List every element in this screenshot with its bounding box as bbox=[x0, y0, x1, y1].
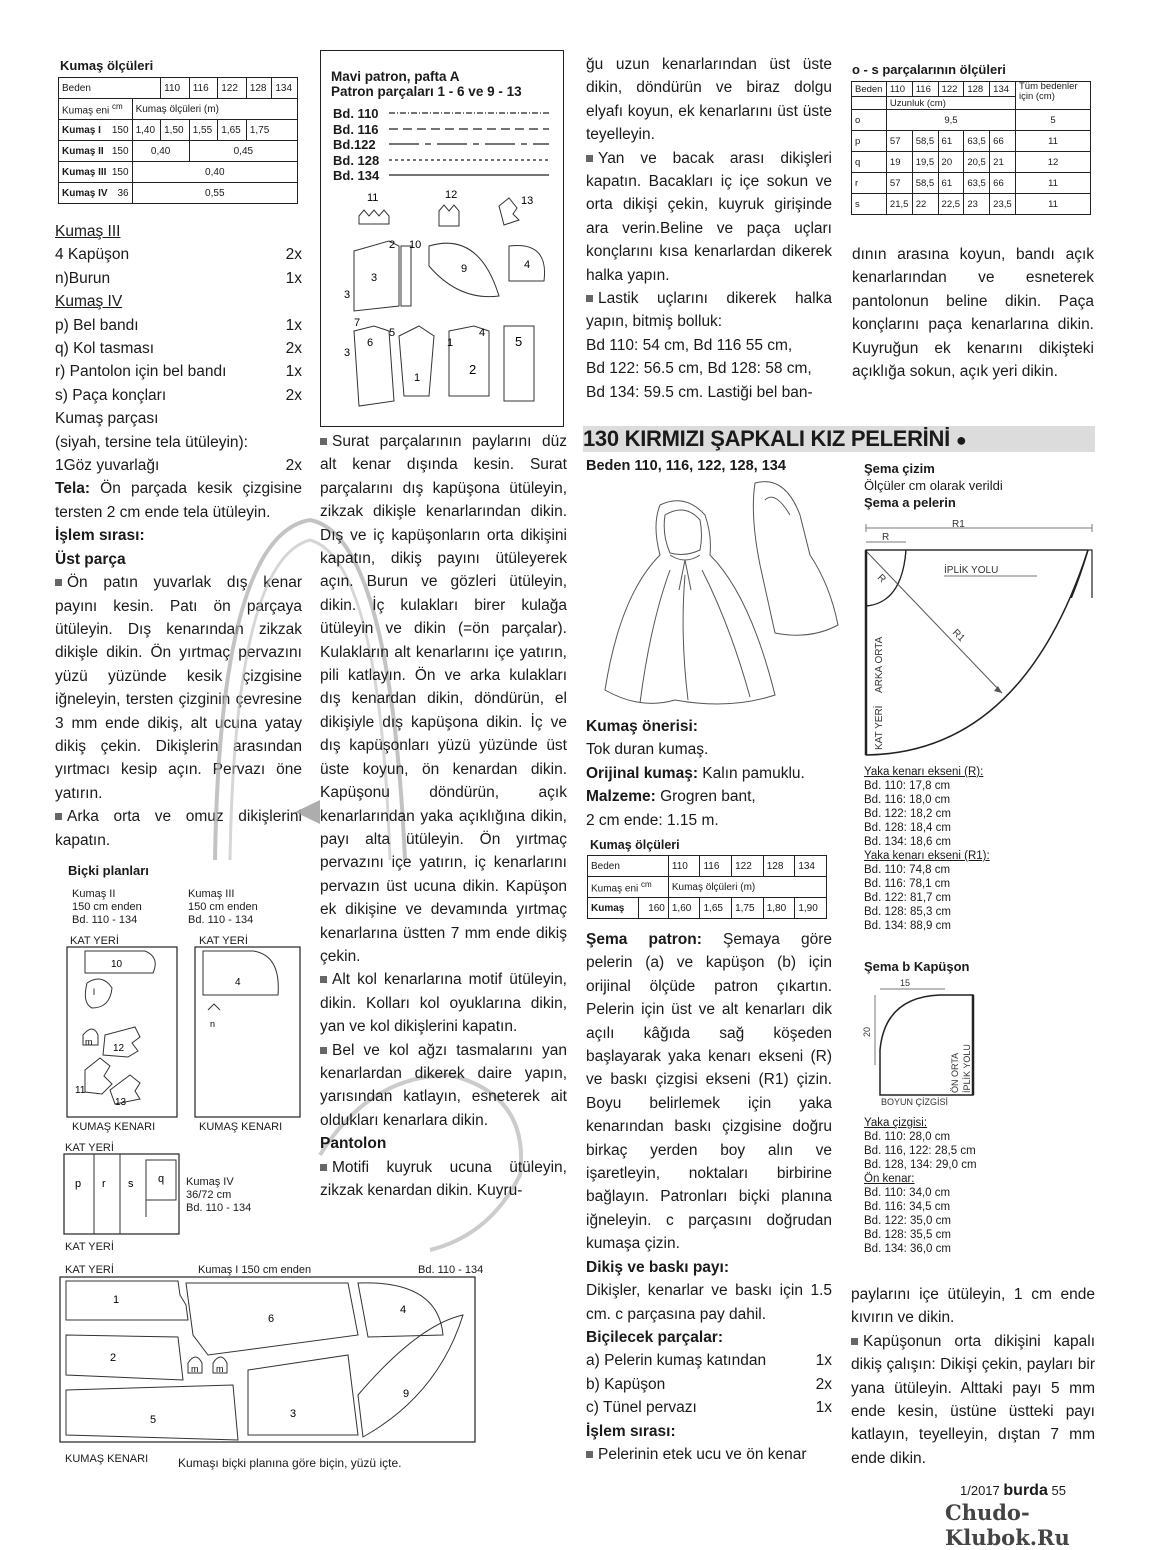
piece-label: 4 bbox=[400, 1304, 407, 1316]
kat-yeri-label: KAT YERİ bbox=[199, 935, 248, 947]
list-item: Kumaş parçası bbox=[55, 410, 159, 428]
table-cell: 0,45 bbox=[189, 141, 297, 162]
table-cell: 110 bbox=[161, 78, 190, 99]
right-paragraph-2: Yan ve bacak arası dikişleri kapatın. Bacakları iç içe sokun ve orta dikişi çekin, kuyruk girişinde ara verin.Beline ve paça uçları konçlarını kısa kenarlardan dikerek halka yapın. bbox=[586, 149, 832, 284]
kumas-kenari-label: KUMAŞ KENARI bbox=[199, 1121, 283, 1133]
brand-name: burda bbox=[1003, 1482, 1048, 1499]
table-cell: 57 bbox=[886, 173, 912, 194]
malzeme: Malzeme: Grogren bant, bbox=[586, 788, 756, 806]
table-cell: 128 bbox=[964, 82, 990, 97]
piece-label: s bbox=[128, 1178, 134, 1190]
table-cell: 21,5 bbox=[886, 194, 912, 215]
fabric-table-1 bbox=[58, 77, 298, 204]
table-cell: Kumaş eni $^{cm}$ bbox=[59, 99, 133, 120]
cape-text-bottom bbox=[586, 928, 832, 1466]
kat-yeri-label: KAT YERİ bbox=[65, 1142, 114, 1154]
piece-label: 7 bbox=[354, 317, 361, 329]
table-cell: 20 bbox=[938, 152, 964, 173]
table-cell: 63,5 bbox=[964, 131, 990, 152]
table-cell: 128 bbox=[246, 78, 272, 99]
schema-b-title: Şema b Kapüşon bbox=[864, 959, 970, 974]
table-cell: Kumaş III 150 bbox=[59, 162, 133, 183]
piece-label: m bbox=[85, 1037, 93, 1047]
table-cell: Kumaş I 150 bbox=[59, 120, 133, 141]
right-paragraph-3: Lastik uçlarını dikerek halka yapın, bitmiş bolluk: bbox=[586, 290, 832, 331]
h-label: 20 bbox=[862, 1026, 872, 1037]
section-heading: 130 KIRMIZI ŞAPKALI KIZ PELERİNİ ● bbox=[583, 426, 1095, 452]
table-cell: 66 bbox=[990, 131, 1016, 152]
table-cell: 1,65 bbox=[700, 898, 732, 919]
table-cell: 0,40 bbox=[132, 141, 189, 162]
table-cell: 1,75 bbox=[732, 898, 764, 919]
islem-title: İşlem sırası: bbox=[55, 527, 145, 545]
table-cell: 61 bbox=[938, 173, 964, 194]
table-cell: 58,5 bbox=[912, 173, 938, 194]
table-cell: 116 bbox=[912, 82, 938, 97]
list-item: (siyah, tersine tela ütüleyin): bbox=[55, 433, 248, 451]
islem-label: İşlem sırası: bbox=[586, 1422, 676, 1440]
table-cell: 134 bbox=[990, 82, 1016, 97]
table-cell: 0,40 bbox=[132, 162, 297, 183]
table-cell: q bbox=[852, 152, 887, 173]
cape-text-top bbox=[586, 715, 832, 832]
table-cell: 66 bbox=[990, 173, 1016, 194]
list-item: q) Kol tasması 2x bbox=[55, 340, 302, 358]
piece-label: 9 bbox=[461, 263, 468, 275]
table-cell: Uzunluk (cm) bbox=[886, 97, 1015, 110]
yaka-cizgisi-block: Yaka çizgisi: Bd. 110: 28,0 cm Bd. 116, 122: 28,5 cm Bd. 128, 134: 29,0 cm Ön kenar: Bd. 110: 34,0 cm Bd. 116: 34,5 cm Bd. 122: 35,0 cm Bd. 128: 35,5 cm Bd. 134: 36,0 cm bbox=[864, 1117, 977, 1255]
pattern-pieces-drawing bbox=[329, 186, 557, 422]
section-sizes: Beden 110, 116, 122, 128, 134 bbox=[586, 458, 786, 474]
cutting-plan-1 bbox=[58, 1275, 478, 1445]
table-cell: 160 bbox=[638, 898, 668, 919]
piece-label: p bbox=[75, 1178, 82, 1190]
table-cell: 23 bbox=[964, 194, 990, 215]
piece-label: 6 bbox=[268, 1313, 275, 1325]
r-top-label: R bbox=[882, 532, 890, 543]
table-cell: 19,5 bbox=[912, 152, 938, 173]
table-cell: 122 bbox=[218, 78, 247, 99]
piece-label: 1 bbox=[414, 372, 421, 384]
kumas-kenari-label: KUMAŞ KENARI bbox=[65, 1453, 149, 1465]
table-cell: 21 bbox=[990, 152, 1016, 173]
table-cell: 11 bbox=[1016, 194, 1091, 215]
piece-label: 2 bbox=[110, 1352, 117, 1364]
cape-fabric-table bbox=[587, 855, 827, 919]
page-footer: 1/2017 burda 55 bbox=[960, 1482, 1066, 1499]
table-cell: Kumaş ölçüleri (m) bbox=[668, 877, 826, 898]
table-cell: 110 bbox=[886, 82, 912, 97]
kumas-onerisi-label: Kumaş önerisi: bbox=[586, 718, 698, 735]
table-cell: p bbox=[852, 131, 887, 152]
piece-label: 13 bbox=[521, 195, 534, 207]
table-cell: 12 bbox=[1016, 152, 1091, 173]
on-orta-label: ÖN ORTA bbox=[950, 1052, 960, 1093]
piece-label: 12 bbox=[445, 189, 458, 201]
sema-patron-paragraph: Şema patron: Şemaya göre pelerin (a) ve kapüşon (b) için orijinal ölçüde patron çıkartın. Pelerin için üst ve alt kenarları dik açılı kâğıda sağ köşeden başlayarak yaka kenarı ekseni (R) ve baskı çizgisi ekseni (R1) çizin. Boyu belirlemek için yaka kenarından baskı çizgisine doğru birkaç yerden boy alın ve işaretleyin, noktaları birbirine bağlayın. Patronları biçki planına iğneleyin. c parçasını doğrudan kumaşa çizin. bbox=[586, 931, 832, 1253]
table-cell: 57 bbox=[886, 131, 912, 152]
table-cell: 11 bbox=[1016, 173, 1091, 194]
cutting-note: Kumaşı biçki planına göre biçin, yüzü içte. bbox=[178, 1456, 402, 1470]
pattern-box-title: Mavi patron, pafta A Patron parçaları 1 - 6 ve 9 - 13 bbox=[331, 69, 522, 99]
table-cell: Tüm bedenler için (cm) bbox=[1016, 82, 1091, 110]
left-paragraph-2: Arka orta ve omuz dikişlerini kapatın. bbox=[55, 808, 302, 849]
bicilecek-label: Biçilecek parçalar: bbox=[586, 1328, 724, 1346]
table-cell: 22,5 bbox=[938, 194, 964, 215]
tela-paragraph: Tela: Ön parçada kesik çizgisine tersten 2 cm ende tela ütüleyin. bbox=[55, 480, 302, 521]
table-cell: 1,50 bbox=[161, 120, 190, 141]
list-item: 4 Kapüşon 2x bbox=[55, 246, 302, 264]
table-cell: 1,90 bbox=[795, 898, 827, 919]
table-cell: 122 bbox=[938, 82, 964, 97]
piece-label: 3 bbox=[344, 347, 351, 359]
kat-yeri-label: KAT YERİ bbox=[65, 1264, 114, 1276]
yaka-r-block: Yaka kenarı ekseni (R): Bd. 110: 17,8 cm Bd. 116: 18,0 cm Bd. 122: 18,2 cm Bd. 128: 18,4 cm Bd. 134: 18,6 cm Yaka kenarı ekseni (R1): Bd. 110: 74,8 cm Bd. 116: 78,1 cm Bd. 122: 81,7 cm Bd. 128: 85,3 cm Bd. 134: 88,9 cm bbox=[864, 766, 990, 932]
bottom-right-paragraph-2: Kapüşonun orta dikişini kapalı dikiş çalışın: Dikişi çekin, payları bir yana ütüleyin. Alttaki payı 5 mm ende kesin, üstüne üstteki payı katlayın, teyelleyin, dıştan 7 mm ende dikin. bbox=[851, 1332, 1095, 1467]
piece-label: 5 bbox=[389, 327, 396, 339]
piece-label: 12 bbox=[113, 1043, 125, 1054]
table-cell: 128 bbox=[763, 856, 795, 877]
malzeme-2: 2 cm ende: 1.15 m. bbox=[586, 811, 719, 829]
kat-yeri-label: KAT YERİ bbox=[65, 1241, 114, 1253]
cape-table-title: Kumaş ölçüleri bbox=[590, 838, 680, 852]
plan3-caption: Kumaş III 150 cm enden Bd. 110 - 134 bbox=[188, 888, 258, 926]
table-cell: 1,80 bbox=[763, 898, 795, 919]
piece-label: 4 bbox=[479, 327, 486, 339]
piece-label: 3 bbox=[290, 1408, 297, 1420]
plan2-caption: Kumaş II 150 cm enden Bd. 110 - 134 bbox=[72, 888, 142, 926]
schema-header: Şema çizim Ölçüler cm olarak verildi Şema a pelerin bbox=[864, 461, 1003, 510]
table-cell: s bbox=[852, 194, 887, 215]
piece-label: m bbox=[191, 1364, 199, 1374]
size-line-legend bbox=[389, 107, 559, 187]
piece-label: 3 bbox=[344, 289, 351, 301]
os-table-title: o - s parçalarının ölçüleri bbox=[852, 62, 1006, 77]
orijinal-kumas: Orijinal kumaş: Kalın pamuklu. bbox=[586, 764, 805, 782]
table-cell: 9,5 bbox=[886, 110, 1015, 131]
table-cell: 1,65 bbox=[218, 120, 247, 141]
list-item: Kumaş III bbox=[55, 223, 121, 240]
table-cell: 134 bbox=[795, 856, 827, 877]
middle-paragraph-3: Bel ve kol ağzı tasmalarını yan kenarlardan dikerek daire yapın, yarısından katlayın, esneterek ait oldukları kenarlara dikin. bbox=[320, 1041, 567, 1129]
table-cell: 11 bbox=[1016, 131, 1091, 152]
table-cell: 134 bbox=[272, 78, 298, 99]
piece-label: 1 bbox=[447, 337, 454, 349]
cutting-plans-title: Biçki planları bbox=[68, 863, 149, 878]
size-legend: Bd. 110 Bd. 116 Bd.122 Bd. 128 Bd. 134 bbox=[333, 106, 380, 183]
piece-label: 5 bbox=[150, 1414, 157, 1426]
piece-label: 5 bbox=[515, 334, 523, 349]
boyun-label: BOYUN ÇİZGİSİ bbox=[881, 1097, 949, 1107]
piece-label: 10 bbox=[409, 239, 422, 251]
table-cell: Kumaş ölçüleri (m) bbox=[132, 99, 297, 120]
fabric-table-1-title: Kumaş ölçüleri bbox=[60, 58, 154, 73]
table-cell: 22 bbox=[912, 194, 938, 215]
table-cell: 20,5 bbox=[964, 152, 990, 173]
table-cell: 1,55 bbox=[189, 120, 218, 141]
iplik-yolu-label: İPLİK YOLU bbox=[962, 1044, 972, 1093]
piece-label: 10 bbox=[111, 959, 123, 970]
os-table bbox=[851, 81, 1091, 215]
page-number: 55 bbox=[1051, 1483, 1066, 1498]
bottom-right-paragraph-1: paylarını içe ütüleyin, 1 cm ende kıvırın ve dikin. bbox=[851, 1286, 1095, 1327]
table-cell: o bbox=[852, 110, 887, 131]
middle-column-text bbox=[320, 430, 567, 1202]
cutting-plan-4 bbox=[62, 1152, 182, 1237]
piece-label: 11 bbox=[367, 192, 379, 204]
kumas-onerisi: Tok duran kumaş. bbox=[586, 741, 709, 759]
kat-yeri-label: KAT YERİ bbox=[874, 705, 885, 750]
table-cell: Kumaş bbox=[588, 898, 639, 919]
r-diag-label: R bbox=[874, 572, 888, 586]
kat-yeri-label: KAT YERİ bbox=[70, 935, 119, 947]
table-cell: Beden bbox=[852, 82, 887, 97]
table-cell: 122 bbox=[732, 856, 764, 877]
arka-orta-label: ARKA ORTA bbox=[874, 636, 885, 693]
piece-label: 2 bbox=[389, 239, 396, 251]
pantolon-title: Pantolon bbox=[320, 1135, 387, 1153]
piece-label: 11 bbox=[75, 1085, 86, 1096]
piece-label: l bbox=[93, 987, 95, 997]
cape-illustration bbox=[600, 475, 850, 715]
cutting-plan-2 bbox=[65, 945, 180, 1120]
list-item: s) Paça konçları 2x bbox=[55, 386, 302, 404]
plan1-size: Bd. 110 - 134 bbox=[418, 1264, 484, 1276]
ust-parca-title: Üst parça bbox=[55, 550, 126, 568]
list-item: c) Tünel pervazı 1x bbox=[586, 1399, 832, 1417]
plan4-caption: Kumaş IV 36/72 cm Bd. 110 - 134 bbox=[186, 1176, 252, 1214]
table-cell: 110 bbox=[668, 856, 700, 877]
table-cell: 1,40 bbox=[132, 120, 161, 141]
schema-b-drawing bbox=[855, 975, 985, 1110]
piece-label: m bbox=[216, 1364, 224, 1374]
piece-label: 1 bbox=[113, 1294, 120, 1306]
piece-label: 9 bbox=[403, 1388, 410, 1400]
left-paragraph-1: Ön patın yuvarlak dış kenar payını kesin. Patı ön parçaya ütüleyin. Dış kenarından zikzak dikişle dikin. Ön yırtmaç pervazını yüzü yüzünde kesik çizgisine iğneleyin, tersten çizginin çevresine 3 mm ende dikiş, alt ucuna yatay dikiş çekin. Dikişlerin arasından yırtmacı kesip açın. Pervazı öne yatırın. bbox=[55, 574, 302, 802]
right-line-1: Bd 110: 54 cm, Bd 116 55 cm, bbox=[586, 336, 793, 354]
middle-paragraph-4: Motifi kuyruk ucuna ütüleyin, zikzak kenardan dikin. Kuyru- bbox=[320, 1158, 567, 1199]
piece-label: 4 bbox=[235, 977, 241, 988]
plan1-title: Kumaş I 150 cm enden bbox=[198, 1264, 312, 1276]
dikis-paragraph: Dikişler, kenarlar ve baskı için 1.5 cm. c parçasına pay dahil. bbox=[586, 1282, 832, 1323]
table-cell: 23,5 bbox=[990, 194, 1016, 215]
table-cell: 0,55 bbox=[132, 183, 297, 204]
bottom-right-text bbox=[851, 1283, 1095, 1470]
list-item: n)Burun 1x bbox=[55, 269, 302, 287]
table-cell: 1,75 bbox=[246, 120, 297, 141]
table-cell: 61 bbox=[938, 131, 964, 152]
list-item: a) Pelerin kumaş katından 1x bbox=[586, 1352, 832, 1370]
table-cell: r bbox=[852, 173, 887, 194]
right-paragraph-1: ğu uzun kenarlarından üst üste dikin, döndürün ve biraz dolgu elyafı koyun, ek kenarlarını üst üste teyelleyin. bbox=[586, 56, 832, 144]
table-cell: 19 bbox=[886, 152, 912, 173]
table-cell: Kumaş II 150 bbox=[59, 141, 133, 162]
piece-label: r bbox=[102, 1178, 106, 1190]
right-line-2: Bd 122: 56.5 cm, Bd 128: 58 cm, bbox=[586, 360, 812, 378]
middle-paragraph-1: Surat parçalarının paylarını düz alt kenar dışında kesin. Surat parçalarını dış kapüşona ütüleyin, zikzak dikişle kenarlarından dikin. Dış ve iç kapüşonların orta dikişini kapatın, dikiş payını ütüleyerek açın. Burun ve gözleri ütüleyin, dikin. İç kulakları birer kulağa ütüleyin ve dikin (=ön parçalar). Kulakların alt kenarlarını içe yatırın, pili katlayın. Ön ve arka kulakları dış kenardan dikin, döndürün, el dikişiyle dış kapüşona dikin. İç ve dış kapüşonları yüzü yüzünde üst üste koyun, ön kenardan dikin. Kapüşonu döndürün, açık kenarlarından yaka açıklığına dikin, payı alta ütüleyin. Ön yırtmaç pervazını içe yatırın, iç kenarlarını pervazın üst ucuna dikin. Kapüşon ek dikişine ve devamında yırtmaç kenarlarına üstten 7 mm ende dikiş çekin. bbox=[320, 433, 567, 965]
table-cell: 63,5 bbox=[964, 173, 990, 194]
middle-paragraph-2: Alt kol kenarlarına motif ütüleyin, dikin. Kolları kol oyuklarına dikin, yan ve kol dikişlerini kapatın. bbox=[320, 971, 567, 1036]
r1-top-label: R1 bbox=[952, 519, 965, 530]
dikis-label: Dikiş ve baskı payı: bbox=[586, 1258, 730, 1276]
list-item: 1Göz yuvarlağı 2x bbox=[55, 457, 302, 475]
list-item: r) Pantolon için bel bandı 1x bbox=[55, 363, 302, 381]
schema-a-drawing bbox=[852, 518, 1102, 768]
table-cell: Kumaş eni $^{cm}$ bbox=[588, 877, 669, 898]
piece-label: 13 bbox=[115, 1097, 127, 1108]
list-item: Kumaş IV bbox=[55, 293, 123, 311]
table-cell: Beden bbox=[59, 78, 161, 99]
table-cell: 116 bbox=[189, 78, 218, 99]
watermark-text: Chudo-Klubok.Ru bbox=[945, 1500, 1070, 1550]
piece-label: 4 bbox=[524, 259, 531, 271]
table-cell: 116 bbox=[700, 856, 732, 877]
list-item: p) Bel bandı 1x bbox=[55, 316, 302, 334]
piece-label: 3 bbox=[371, 272, 378, 284]
table-cell: Beden bbox=[588, 856, 669, 877]
right-top-text bbox=[586, 53, 832, 404]
piece-label: q bbox=[158, 1173, 165, 1185]
list-item: b) Kapüşon 2x bbox=[586, 1375, 832, 1393]
far-right-text: dının arasına koyun, bandı açık kenarlarından ve esneterek pantolonun beline dikin. Paça konçlarını paça kenarlarına dikin. Kuyruğun ek kenarını dikişteki açıklığa sokun, açık yeri dikin. bbox=[852, 246, 1094, 381]
pattern-box bbox=[320, 50, 564, 427]
islem-paragraph: Pelerinin etek ucu ve ön kenar bbox=[586, 1443, 832, 1466]
table-cell: Kumaş IV 36 bbox=[59, 183, 133, 204]
table-cell: 5 bbox=[1016, 110, 1091, 131]
r1-diag-label: R1 bbox=[949, 627, 967, 645]
table-cell: 1,60 bbox=[668, 898, 700, 919]
iplik-label: İPLİK YOLU bbox=[944, 565, 999, 576]
right-line-3: Bd 134: 59.5 cm. Lastiği bel ban- bbox=[586, 383, 813, 401]
piece-label: 6 bbox=[367, 337, 374, 349]
table-cell: 58,5 bbox=[912, 131, 938, 152]
w-label: 15 bbox=[900, 978, 911, 988]
piece-label: n bbox=[210, 1019, 216, 1029]
piece-label: 2 bbox=[469, 362, 477, 377]
kumas-kenari-label: KUMAŞ KENARI bbox=[72, 1121, 156, 1133]
